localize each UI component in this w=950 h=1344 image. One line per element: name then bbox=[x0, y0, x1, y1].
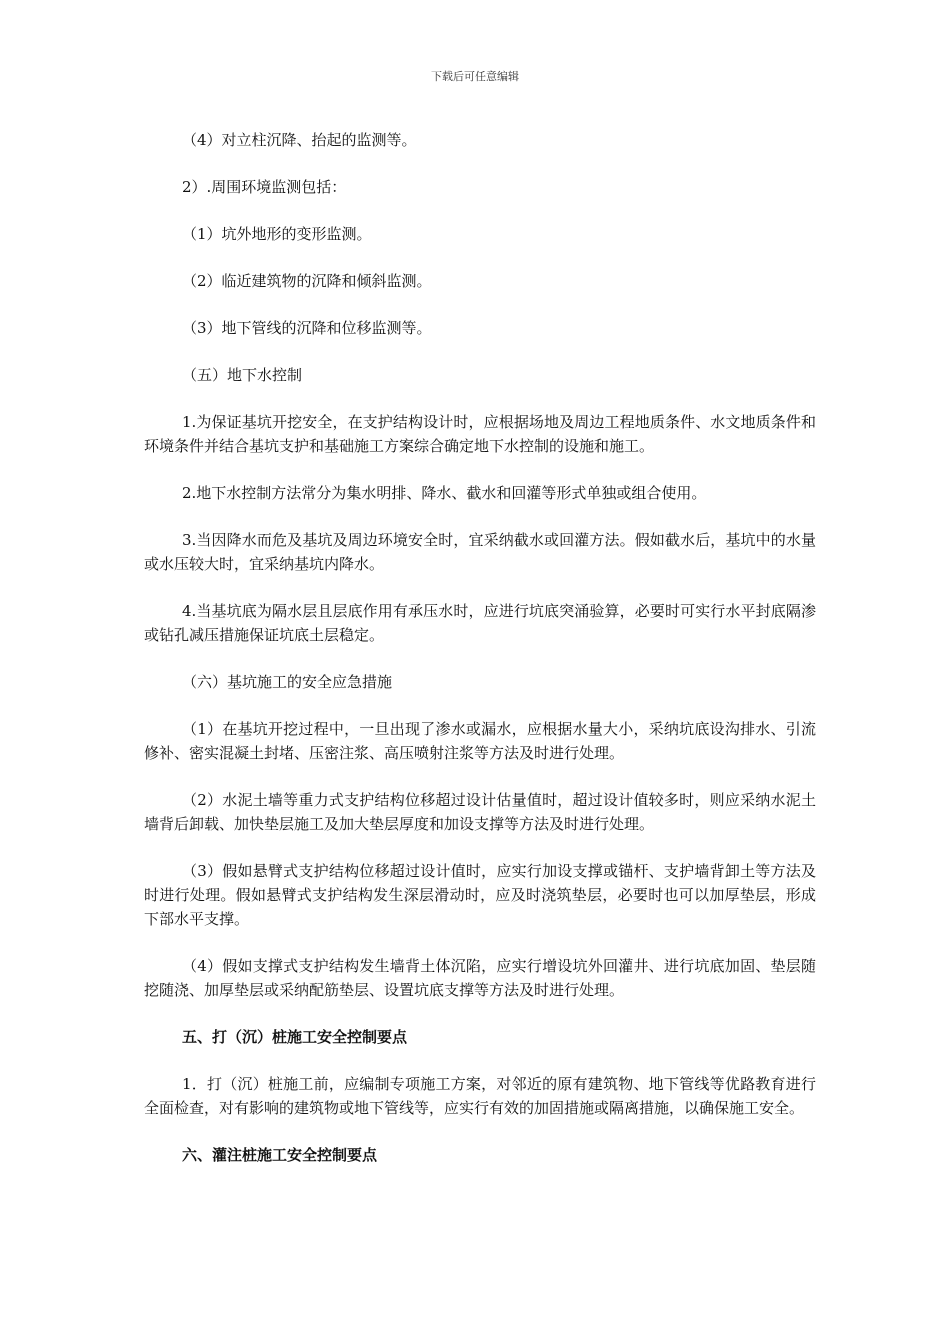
paragraph: （4）假如支撑式支护结构发生墙背土体沉陷，应实行增设坑外回灌井、进行坑底加固、垫层随挖随浇、加厚垫层或采纳配筋垫层、设置坑底支撑等方法及时进行处理。 bbox=[144, 957, 816, 999]
section-subheading: （五）地下水控制 bbox=[182, 366, 303, 384]
section-heading: 五、打（沉）桩施工安全控制要点 bbox=[182, 1028, 408, 1046]
paragraph: 1．打（沉）桩施工前，应编制专项施工方案，对邻近的原有建筑物、地下管线等优路教育进行全面检查，对有影响的建筑物或地下管线等，应实行有效的加固措施或隔离措施，以确保施工安全。 bbox=[144, 1075, 816, 1117]
paragraph: （3）地下管线的沉降和位移监测等。 bbox=[182, 319, 432, 337]
paragraph: 4.当基坑底为隔水层且层底作用有承压水时，应进行坑底突涌验算，必要时可实行水平封底隔渗或钻孔减压措施保证坑底土层稳定。 bbox=[144, 602, 816, 644]
paragraph: （2）水泥土墙等重力式支护结构位移超过设计估量值时，超过设计值较多时，则应采纳水泥土墙背后卸载、加快垫层施工及加大垫层厚度和加设支撑等方法及时进行处理。 bbox=[144, 791, 816, 833]
document-body bbox=[144, 128, 816, 1190]
paragraph: 3.当因降水而危及基坑及周边环境安全时，宜采纳截水或回灌方法。假如截水后，基坑中的水量或水压较大时，宜采纳基坑内降水。 bbox=[144, 531, 816, 573]
section-heading: 六、灌注桩施工安全控制要点 bbox=[182, 1146, 378, 1164]
paragraph: （2）临近建筑物的沉降和倾斜监测。 bbox=[182, 272, 432, 290]
paragraph: （1）坑外地形的变形监测。 bbox=[182, 225, 372, 243]
page-header: 下载后可任意编辑 bbox=[431, 70, 519, 83]
section-subheading: （六）基坑施工的安全应急措施 bbox=[182, 673, 393, 691]
paragraph: （3）假如悬臂式支护结构位移超过设计值时，应实行加设支撑或锚杆、支护墙背卸土等方法及时进行处理。假如悬臂式支护结构发生深层滑动时，应及时浇筑垫层，必要时也可以加厚垫层，形成下部水平支撑。 bbox=[144, 862, 816, 928]
paragraph: 1.为保证基坑开挖安全，在支护结构设计时，应根据场地及周边工程地质条件、水文地质条件和环境条件并结合基坑支护和基础施工方案综合确定地下水控制的设施和施工。 bbox=[144, 413, 816, 455]
paragraph: （1）在基坑开挖过程中，一旦出现了渗水或漏水，应根据水量大小，采纳坑底设沟排水、引流修补、密实混凝土封堵、压密注浆、高压喷射注浆等方法及时进行处理。 bbox=[144, 720, 816, 762]
paragraph: 2.地下水控制方法常分为集水明排、降水、截水和回灌等形式单独或组合使用。 bbox=[182, 484, 707, 502]
paragraph: （4）对立柱沉降、抬起的监测等。 bbox=[182, 131, 417, 149]
paragraph: 2）.周围环境监测包括： bbox=[182, 178, 347, 196]
